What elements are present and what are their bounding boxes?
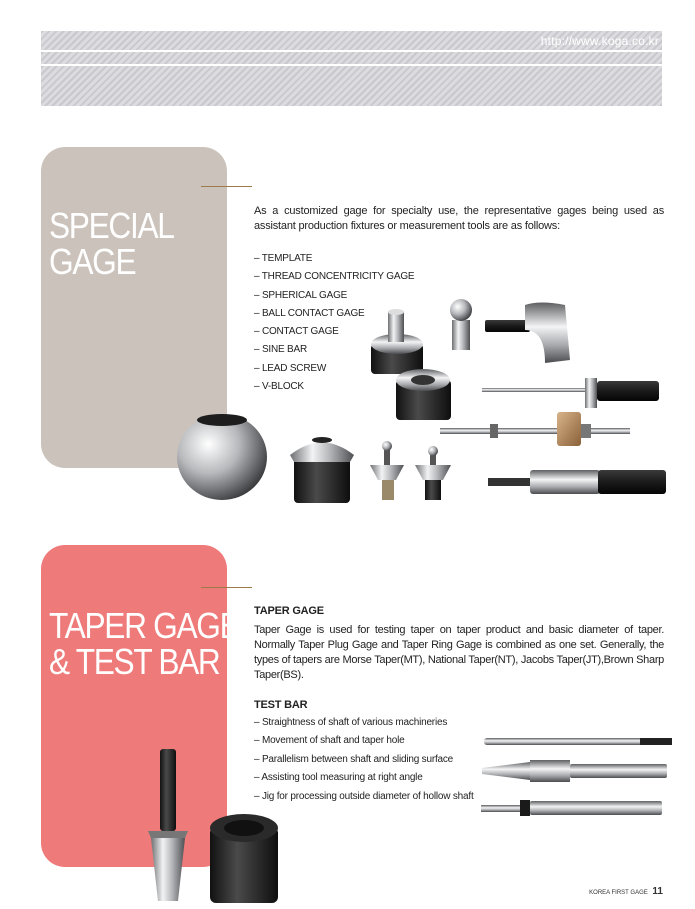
test-bar-image [484, 738, 672, 745]
ball-contact-gage-image [370, 441, 451, 500]
contact-gage-image [290, 437, 354, 503]
title-line: TAPER GAGE [49, 605, 240, 646]
sine-bar-image [488, 470, 666, 494]
title-line: & TEST BAR [49, 641, 220, 682]
list-item: – Assisting tool measuring at right angle [254, 772, 423, 784]
title-line: GAGE [49, 241, 136, 282]
list-item: – Parallelism between shaft and sliding surface [254, 753, 454, 765]
taper-gage-heading: TAPER GAGE [254, 605, 324, 617]
taper-gage-description: Taper Gage is used for testing taper on taper product and basic diameter of taper. Normally Taper Plug Gage and Taper Ring Gage is combined as one set. Generally, the types of tapers are Morse Taper(MT), National Taper(NT), Jacobs Taper(JT),Brown Sharp Taper(BS). [254, 624, 664, 681]
page-footer [589, 886, 663, 897]
test-bar-image [481, 800, 662, 816]
title-line: SPECIAL [49, 205, 174, 246]
taper-ring-gage-image [210, 814, 278, 903]
list-item: – SPHERICAL GAGE [254, 289, 348, 301]
list-item: – LEAD SCREW [254, 362, 327, 374]
v-block-image [485, 303, 570, 364]
list-item: – Straightness of shaft of various machineries [254, 717, 448, 728]
test-bar-image [482, 760, 667, 782]
thread-gage-image [371, 309, 423, 374]
page-number: 11 [652, 886, 663, 897]
handle-gage-image [482, 378, 659, 408]
test-bar-heading: TEST BAR [254, 699, 308, 711]
ball-pin-image [450, 299, 472, 350]
list-item: – TEMPLATE [254, 253, 313, 264]
ring-gage-image [396, 369, 451, 420]
list-item: – CONTACT GAGE [254, 326, 339, 338]
list-item: – Jig for processing outside diameter of hollow shaft [254, 790, 474, 802]
taper-plug-gage-image [148, 749, 188, 901]
footer-label: KOREA FIRST GAGE [589, 890, 648, 896]
special-gage-intro: As a customized gage for specialty use, the representative gages being used as assistant production fixtures or measurement tools are as follows: [254, 205, 664, 232]
website-url[interactable]: http://www.koga.co.kr [540, 34, 659, 48]
list-item: – SINE BAR [254, 344, 308, 356]
spherical-gage-image [177, 414, 267, 500]
list-item: – V-BLOCK [254, 381, 304, 393]
lead-screw-image [440, 412, 630, 446]
list-item: – BALL CONTACT GAGE [254, 307, 365, 319]
list-item: – THREAD CONCENTRICITY GAGE [254, 271, 415, 283]
list-item: – Movement of shaft and taper hole [254, 735, 405, 747]
